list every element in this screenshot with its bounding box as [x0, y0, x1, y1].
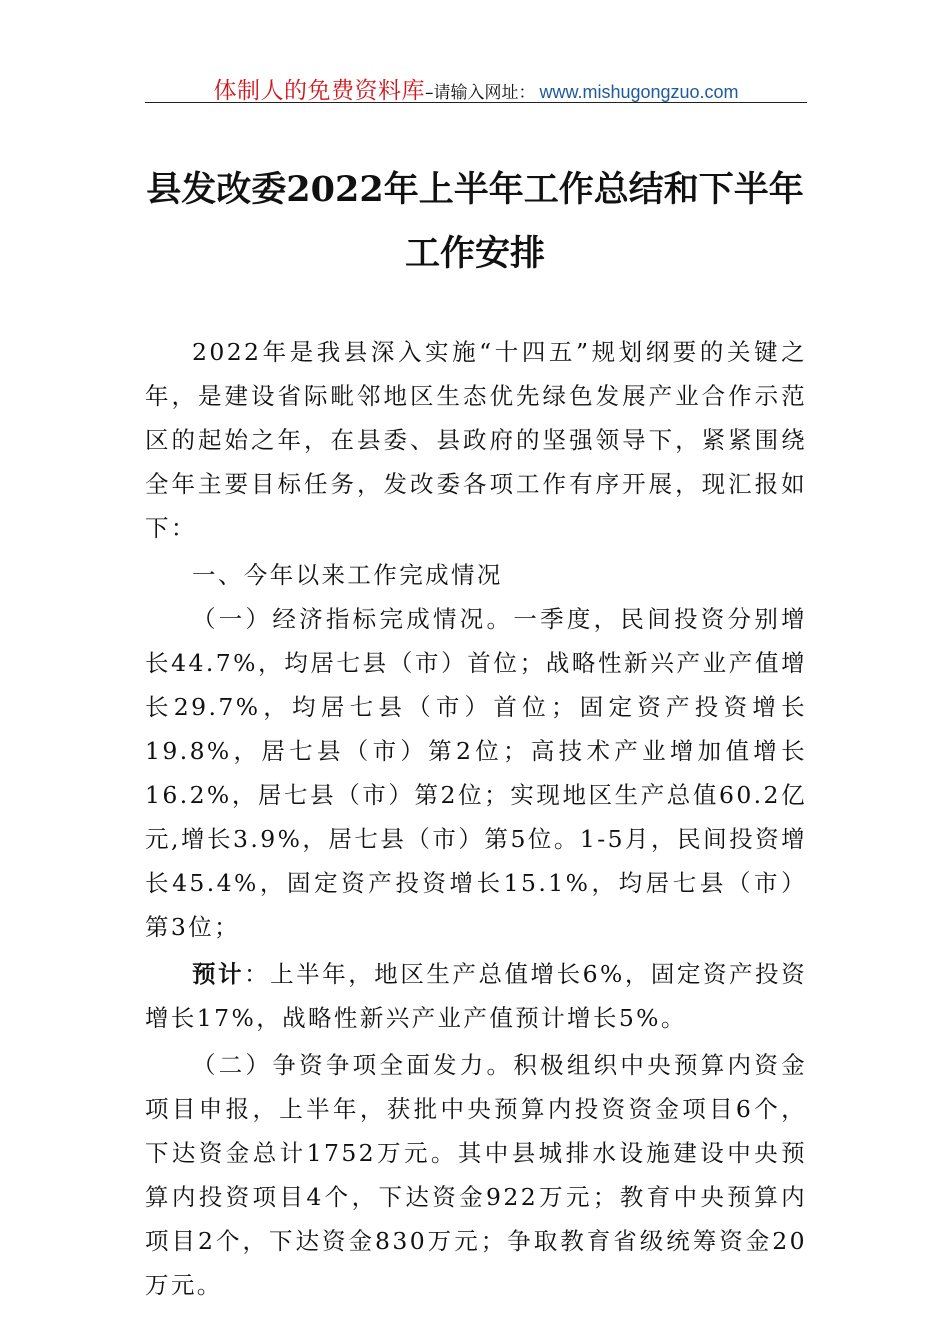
title-line-2: 工作安排 — [404, 233, 545, 274]
document-title — [140, 158, 810, 286]
title-line-1: 县发改委2022年上半年工作总结和下半年 — [146, 169, 804, 210]
header-prompt: –请输入网址： — [424, 83, 536, 103]
paragraph-forecast — [145, 952, 807, 1040]
intro-paragraph: 2022年是我县深入实施“十四五”规划纲要的关键之年，是建设省际毗邻地区生态优先绿色发展产业合作示范区的起始之年，在县委、县政府的坚强领导下，紧紧围绕全年主要目标任务，发改委各项工作有序开展，现汇报如下： — [145, 338, 807, 542]
forecast-label: 预计 — [192, 960, 245, 988]
document-body — [145, 330, 807, 1307]
paragraph-funding: （二）争资争项全面发力。积极组织中央预算内资金项目申报，上半年，获批中央预算内投资资金项目6个，下达资金总计1752万元。其中县城排水设施建设中央预算内投资项目4个，下达资金922万元；教育中央预算内项目2个，下达资金830万元；争取教育省级统筹资金20万元。 — [145, 1051, 807, 1299]
header-url-link[interactable]: www.mishugongzuo.com — [539, 82, 739, 102]
page-header — [145, 72, 807, 103]
paragraph-economic-indicators: （一）经济指标完成情况。一季度，民间投资分别增长44.7%，均居七县（市）首位；战略性新兴产业产值增长29.7%，均居七县（市）首位；固定资产投资增长19.8%，居七县（市）第2位；高技术产业增加值增长16.2%，居七县（市）第2位；实现地区生产总值60.2亿元,增长3.9%，居七县（市）第5位。1-5月，民间投资增长45.4%，固定资产投资增长15.1%，均居七县（市）第3位； — [145, 605, 807, 941]
forecast-text: ：上半年，地区生产总值增长6%，固定资产投资增长17%，战略性新兴产业产值预计增长5%。 — [145, 960, 807, 1032]
section-heading: 一、今年以来工作完成情况 — [192, 561, 503, 589]
header-brand: 体制人的免费资料库 — [213, 78, 425, 104]
